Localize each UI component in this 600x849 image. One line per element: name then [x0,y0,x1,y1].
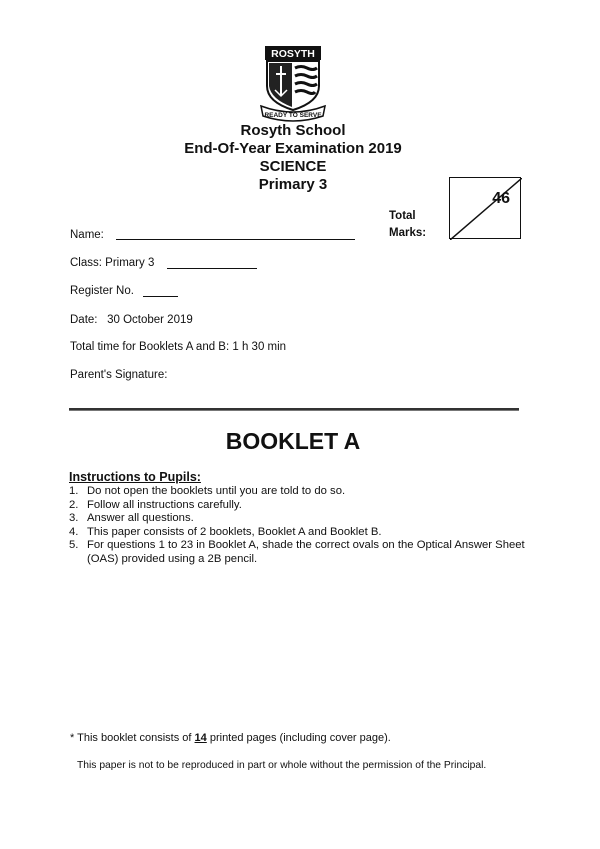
total-label-line2: Marks: [389,227,427,239]
crest-top-text: ROSYTH [271,48,315,60]
date-value: 30 October 2019 [107,314,193,326]
instruction-number: 2. [69,498,79,511]
instruction-number: 4. [69,525,79,538]
instruction-text: For questions 1 to 23 in Booklet A, shade the correct ovals on the Optical Answer Sheet (OAS) provided using a 2B pencil. [87,539,525,565]
page-count-note [70,732,391,744]
instructions-title: Instructions to Pupils: [69,470,201,484]
instruction-item [69,485,539,499]
school-crest-logo [259,44,327,122]
register-label: Register No. [70,285,134,297]
date-label: Date: [70,314,98,326]
instruction-text: This paper consists of 2 booklets, Booklet A and Booklet B. [87,525,382,538]
instruction-item [69,526,539,540]
class-field[interactable] [167,268,257,269]
total-time-text: Total time for Booklets A and B: 1 h 30 min [70,341,287,353]
page-count-suffix: printed pages (including cover page). [209,732,391,744]
name-field[interactable] [116,239,355,240]
date-row [70,314,193,326]
total-label-line1: Total [389,210,416,222]
instruction-item [69,499,539,513]
diagonal-divider [450,178,522,240]
section-divider [69,408,519,411]
total-marks-value: 46 [492,190,510,207]
register-field[interactable] [143,296,178,297]
instruction-item [69,512,539,526]
crest-icon [259,44,327,122]
total-marks-box [449,177,521,239]
copyright-note: This paper is not to be reproduced in part or whole without the permission of the Principal. [77,760,487,771]
instruction-text: Do not open the booklets until you are told to do so. [87,485,346,497]
subject-title: SCIENCE [259,158,327,175]
instructions-list [69,485,539,566]
class-value: Primary 3 [105,257,155,269]
instruction-number: 5. [69,539,79,551]
instruction-text: Follow all instructions carefully. [87,498,242,511]
total-marks-label [389,208,426,242]
crest-motto: READY TO SERVE [264,112,322,119]
school-name: Rosyth School [240,122,346,139]
signature-label: Parent's Signature: [70,369,168,381]
page-count-prefix: * This booklet consists of [70,732,192,744]
class-label: Class: [70,257,102,269]
page-count-value: 14 [194,732,207,744]
level-title: Primary 3 [258,176,328,193]
exam-title: End-Of-Year Examination 2019 [184,140,402,157]
name-label: Name: [70,229,104,241]
instruction-text: Answer all questions. [87,512,194,524]
instruction-item [69,539,539,566]
instruction-number: 3. [69,512,79,524]
booklet-title: BOOKLET A [225,428,361,454]
instruction-number: 1. [69,485,79,497]
class-field-row [70,257,154,269]
